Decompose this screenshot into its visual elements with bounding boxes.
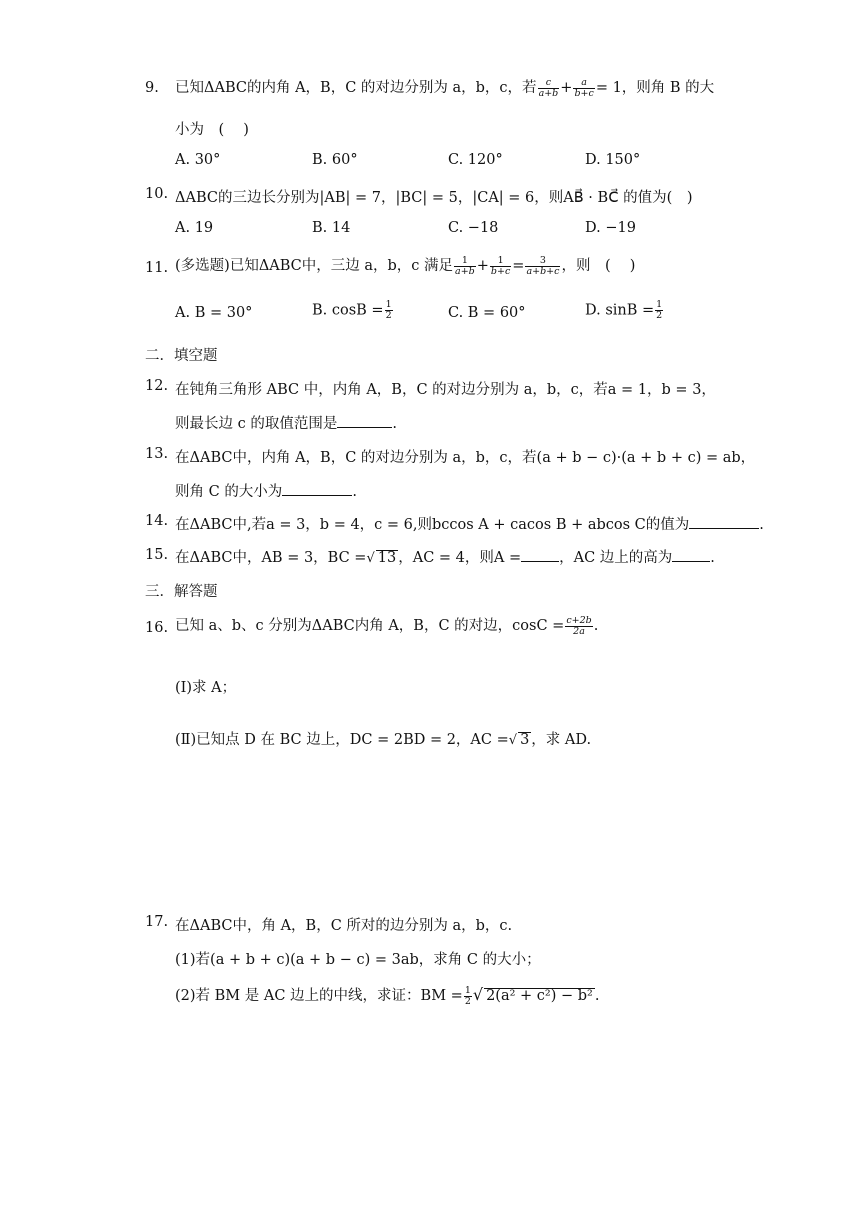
q17-number: 17. <box>145 914 169 930</box>
q11-option-a[interactable]: A. B = 30° <box>175 305 253 321</box>
q9-option-c[interactable]: C. 120° <box>448 152 503 168</box>
q10-option-d[interactable]: D. −19 <box>585 220 636 236</box>
q14-stem: 在ΔABC中,若a = 3，b = 4，c = 6,则bccos A + cacos B + abcos C的值为 . <box>175 513 764 534</box>
q10-option-a[interactable]: A. 19 <box>175 220 214 236</box>
q9-frac-2: $\frac{a}{b+c}$ <box>574 76 594 99</box>
q9-text-a: 已知ΔABC的内角 A，B，C 的对边分别为 a，b，c，若 <box>175 80 537 96</box>
q9-text-b: = 1，则角 B 的大 <box>595 80 715 96</box>
q15-number: 15. <box>145 547 169 563</box>
q11-option-b[interactable]: B. cosB = $\frac{1}{2}$ <box>312 299 392 321</box>
q11-number: 11. <box>145 260 169 276</box>
q9-frac-1: $\frac{c}{a+b}$ <box>538 76 559 99</box>
q13-line1: 在ΔABC中，内角 A，B，C 的对边分别为 a，b，c，若(a + b − c)·(a + b + c) = ab， <box>175 450 756 466</box>
q17-stem: 在ΔABC中，角 A，B，C 所对的边分别为 a，b，c. <box>175 918 513 934</box>
q9-option-a[interactable]: A. 30° <box>175 152 221 168</box>
q9-number: 9. <box>145 80 159 96</box>
q17-part2: (2)若 BM 是 AC 边上的中线，求证：BM = $\frac{1}{2}$ √ 2(a² + c²) − b² . <box>175 984 600 1007</box>
q13-line2: 则角 C 的大小为 . <box>175 480 357 501</box>
q15-stem: 在ΔABC中，AB = 3，BC =√ 13 ，AC = 4，则A = ，AC 边上的高为 . <box>175 546 715 567</box>
q12-line2: 则最长边 c 的取值范围是 . <box>175 412 397 433</box>
q9-line2: 小为 ( ) <box>175 122 249 138</box>
q11-option-c[interactable]: C. B = 60° <box>448 305 526 321</box>
q16-part1: (Ⅰ)求 A； <box>175 680 237 696</box>
q10-option-b[interactable]: B. 14 <box>312 220 351 236</box>
q12-answer-blank[interactable] <box>337 413 392 428</box>
section-fill-in-heading: 二．填空题 <box>145 348 218 364</box>
q11-stem: (多选题)已知ΔABC中，三边 a，b，c 满足 $\frac{1}{a+b}$ + $\frac{1}{b+c}$ = $\frac{3}{a+b+c}$ ，则 ( ) <box>175 254 636 277</box>
q16-stem: 已知 a、b、c 分别为ΔABC内角 A，B，C 的对边，cosC = $\frac{c+2b}{2a}$ . <box>175 614 599 637</box>
q11-option-d[interactable]: D. sinB = $\frac{1}{2}$ <box>585 299 663 321</box>
q15-answer-blank-height[interactable] <box>672 547 710 562</box>
q9-option-b[interactable]: B. 60° <box>312 152 358 168</box>
q16-part2: (Ⅱ)已知点 D 在 BC 边上，DC = 2BD = 2，AC =√ 3 ，求 AD. <box>175 732 592 748</box>
q9-option-d[interactable]: D. 150° <box>585 152 641 168</box>
q10-option-c[interactable]: C. −18 <box>448 220 499 236</box>
q11-frac-2: $\frac{1}{b+c}$ <box>490 254 511 277</box>
q14-number: 14. <box>145 513 169 529</box>
q17-part1: (1)若(a + b + c)(a + b − c) = 3ab，求角 C 的大小； <box>175 952 541 968</box>
q15-answer-blank-a[interactable] <box>521 547 559 562</box>
q12-number: 12. <box>145 378 169 394</box>
q10-stem: ΔABC的三边长分别为|AB| = 7，|BC| = 5，|CA| = 6，则AB⃗ · BC⃗ 的值为( ) <box>175 190 693 206</box>
q9-stem: 已知ΔABC的内角 A，B，C 的对边分别为 a，b，c，若 $\frac{c}{a+b}$ + $\frac{a}{b+c}$ = 1，则角 B 的大 <box>175 76 715 99</box>
q13-answer-blank[interactable] <box>282 481 352 496</box>
q14-answer-blank[interactable] <box>689 514 759 529</box>
section-solution-heading: 三．解答题 <box>145 584 218 600</box>
q11-frac-3: $\frac{3}{a+b+c}$ <box>526 254 560 277</box>
q13-number: 13. <box>145 446 169 462</box>
q10-number: 10. <box>145 186 169 202</box>
q12-line1: 在钝角三角形 ABC 中，内角 A，B，C 的对边分别为 a，b，c，若a = 1，b = 3， <box>175 382 716 398</box>
q11-frac-1: $\frac{1}{a+b}$ <box>455 254 475 277</box>
q16-number: 16. <box>145 620 169 636</box>
